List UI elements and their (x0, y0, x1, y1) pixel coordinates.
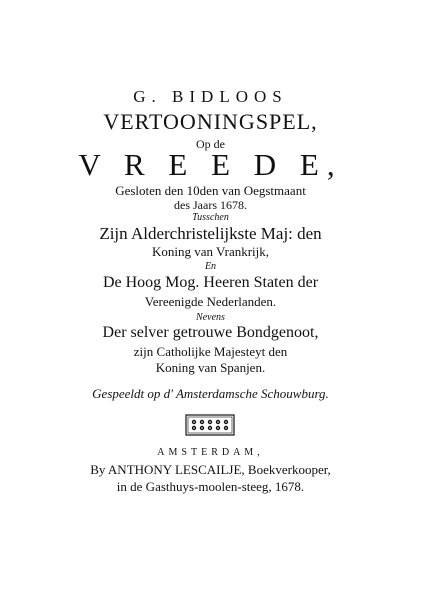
concluded-line: Gesloten den 10den van Oegstmaant (115, 183, 306, 198)
en-text: En (204, 261, 217, 272)
imprint-address: in de Gasthuys-moolen-steeg, 1678. (116, 479, 305, 494)
op-de-text: Op de (196, 137, 225, 151)
party2-line1: De Hoog Mog. Heeren Staten der (102, 274, 319, 291)
party1-line1: Zijn Alderchristelijkste Maj: den (99, 224, 322, 243)
imprint-city: AMSTERDAM, (157, 447, 264, 458)
party2-line2: Vereenigde Nederlanden. (144, 294, 277, 309)
work-title: VERTOONINGSPEL, (103, 109, 318, 134)
performed-line: Gespeeldt op d' Amsterdamsche Schouwburg. (92, 386, 329, 401)
printers-ornament-icon (185, 414, 235, 436)
party3-line2: zijn Catholijke Majesteyt den (133, 344, 288, 359)
party3-line3: Koning van Spanjen. (155, 360, 266, 375)
tusschen-text: Tusschen (192, 212, 229, 223)
nevens-text: Nevens (196, 312, 225, 323)
author-name: G. BIDLOOS (133, 87, 288, 106)
party3-line1: Der selver getrouwe Bondgenoot, (102, 324, 319, 341)
year-line: des Jaars 1678. (174, 198, 247, 212)
vreede-heading: V R E E D E, (78, 147, 343, 182)
party1-line2: Koning van Vrankrijk, (151, 244, 270, 259)
imprint-printer: By ANTHONY LESCAILJE, Boekverkooper, (90, 462, 331, 477)
